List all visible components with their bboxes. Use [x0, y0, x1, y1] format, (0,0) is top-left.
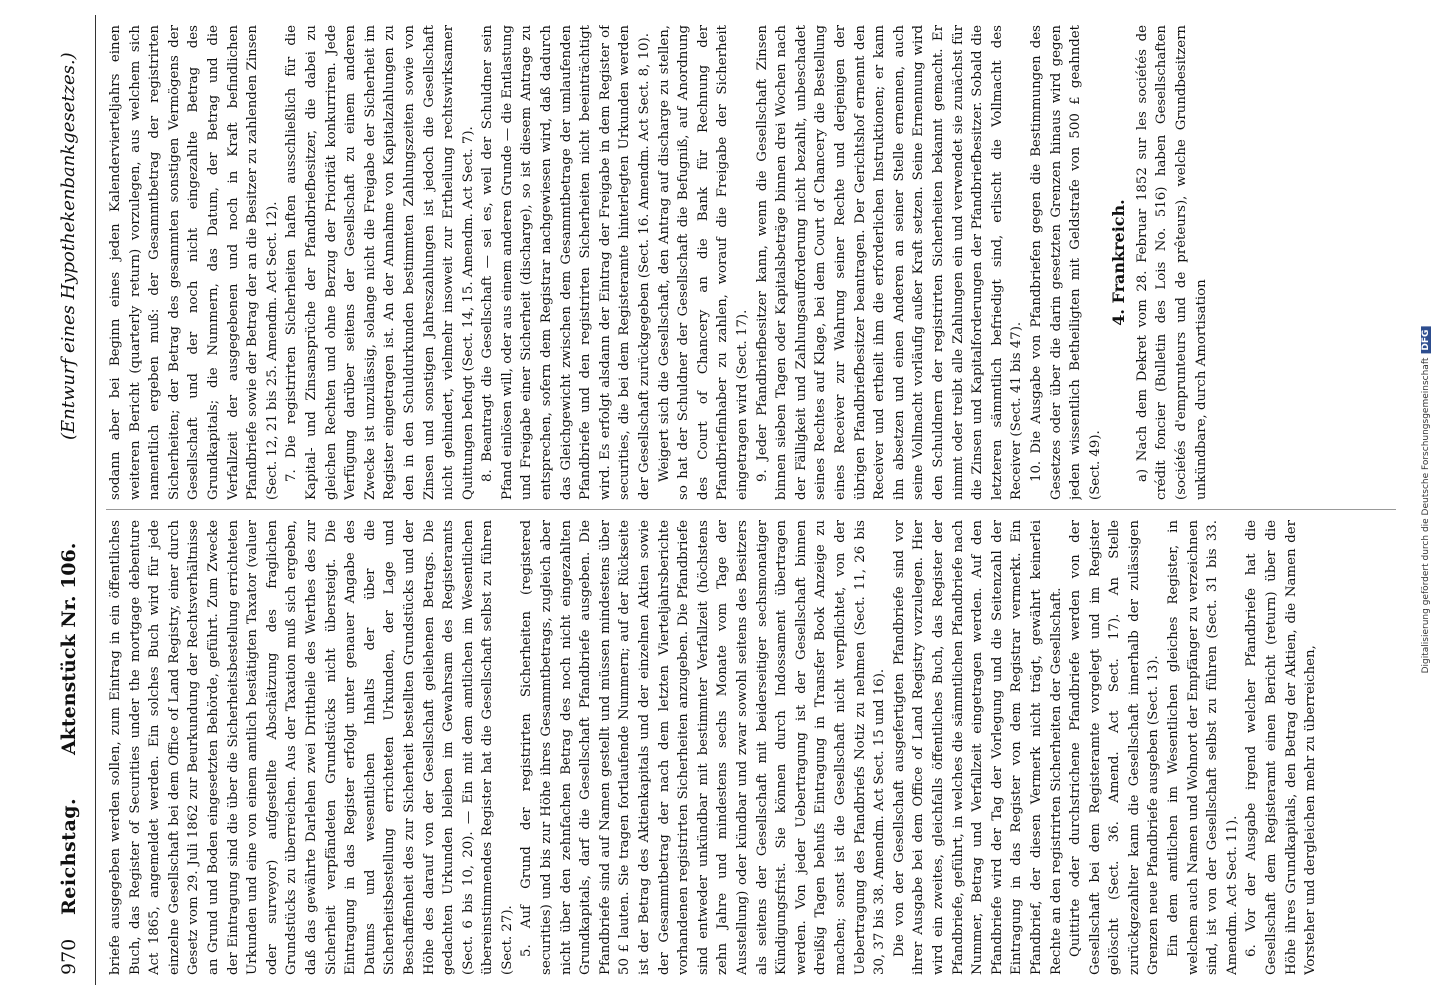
paragraph: 10. Die Ausgabe von Pfandbriefen gegen die Bestimmungen des Gesetzes oder über die darin gesetzten Grenzen hinaus wird gegen jeden wissentlich Betheiligten mit Geldstrafe von 500 £ geahndet (Sect. 49). [1028, 25, 1103, 500]
header-rule [95, 15, 96, 985]
margin-note [1421, 327, 1431, 674]
left-column [106, 520, 1396, 975]
column-divider [106, 509, 1396, 510]
paragraph: Quittirte oder durchstrichene Pfandbriefe werden von der Gesellschaft bei dem Registeramte vorgelegt und im Register gelöscht (Sect. 36. Amend. Act Sect. 17). An Stelle zurückgezahlter kann die Gesellschaft innerhalb der zulässigen Grenzen neue Pfandbriefe ausgeben (Sect. 13). [1068, 520, 1162, 975]
section-heading: 4. Frankreich. [1109, 199, 1129, 326]
paragraph: 8. Beantragt die Gesellschaft — sei es, weil der Schuldner sein Pfand einlösen will, oder aus einem anderen Grunde — die Entlastung und Freigabe einer Sicherheit (discharge), so ist diesem Antrage zu entsprechen, sofern dem Registrar nachgewiesen wird, daß dadurch das Gleichgewicht zwischen dem Gesammtbetrage der umlaufenden Pfandbriefe und den registrirten Sicherheiten nicht beeinträchtigt wird. Es erfolgt alsdann der Eintrag der Freigabe in dem Register of securities, die bei dem Registeramte hinterlegten Urkunden werden der Gesellschaft zurückgegeben (Sect. 16. Amendm. Act Sect. 8, 10). [480, 25, 653, 500]
header-title: Reichstag. [58, 797, 80, 915]
paragraph: 6. Vor der Ausgabe irgend welcher Pfandbriefe hat die Gesellschaft dem Registeramt einen Bericht (return) über die Höhe ihres Grundkapitals, den Betrag der Aktien, die Namen der Vorsteher und dergleichen mehr zu überreichen, [1244, 520, 1319, 975]
paragraph: a) Nach dem Dekret vom 28. Februar 1852 sur les sociétés de crédit foncier (Bulletin des Lois No. 516) haben Gesellschaften (sociétés d'emprunteurs und de prêteurs), welche Grundbesitzern unkündbare, durch Amortisation [1134, 25, 1209, 500]
paragraph: Weigert sich die Gesellschaft, den Antrag auf discharge zu stellen, so hat der Schuldner der Gesellschaft die Befugniß, auf Anordnung des Court of Chancery an die Bank für Rechnung der Pfandbriefinhaber zu zahlen, worauf die Freigabe der Sicherheit eingetragen wird (Sect. 17). [656, 25, 750, 500]
paragraph: 5. Auf Grund der registrirten Sicherheiten (registered securities) und bis zur Höhe ihres Gesammtbetrags, zugleich aber nicht über den zehnfachen Betrag des noch nicht eingezahlten Grundkapitals, darf die Gesellschaft Pfandbriefe ausgeben. Die Pfandbriefe sind auf Namen gestellt und müssen mindestens über 50 £ lauten. Sie tragen fortlaufende Nummern; auf der Rückseite ist der Betrag des Aktienkapitals und der einzelnen Aktien sowie der Gesammtbetrag der nach dem letzten Vierteljahrsberichte vorhandenen registrirten Sicherheiten anzugeben. Die Pfandbriefe sind entweder unkündbar mit bestimmter Verfallzeit (höchstens zehn Jahre und mindestens sechs Monate vom Tage der Ausstellung) oder kündbar und zwar sowohl seitens des Besitzers als seitens der Gesellschaft mit beiderseitiger sechsmonatiger Kündigungsfrist. Sie können durch Indossament übertragen werden. Von jeder Uebertragung ist der Gesellschaft binnen dreißig Tagen behufs Eintragung in Transfer Book Anzeige zu machen; sonst ist die Gesellschaft nicht verpflichtet, von der Uebertragung des Pfandbriefs Notiz zu nehmen (Sect. 11, 26 bis 30, 37 bis 38. Amendm. Act Sect. 15 und 16). [519, 520, 888, 975]
paragraph: briefe ausgegeben werden sollen, zum Eintrag in ein öffentliches Buch, das Register of Securities under the mortgage debenture Act 1865, angemeldet werden. Ein solches Buch wird für jede einzelne Gesellschaft bei dem Office of Land Registry, einer durch Gesetz vom 29. Juli 1862 zur Beurkundung der Rechtsverhältnisse an Grund und Boden eingesetzten Behörde, geführt. Zum Zwecke der Eintragung sind die über die Sicherheitsbestellung errichteten Urkunden und eine von einem amtlich bestätigten Taxator (valuer oder surveyor) aufgestellte Abschätzung des fraglichen Grundstücks zu überreichen. Aus der Taxation muß sich ergeben, daß das gewährte Darlehen zwei Drittheile des Werthes des zur Sicherheit verpfändeten Grundstücks nicht übersteigt. Die Eintragung in das Register erfolgt unter genauer Angabe des Datums und wesentlichen Inhalts der über die Sicherheitsbestellung errichteten Urkunden, der Lage und Beschaffenheit des zur Sicherheit bestellten Grundstücks und der Höhe des darauf von der Gesellschaft geliehenen Betrags. Die gedachten Urkunden bleiben im Gewahrsam des Registeramts (Sect. 6 bis 10, 20). — Ein mit dem amtlichen im Wesentlichen übereinstimmendes Register hat die Gesellschaft selbst zu führen (Sect. 27). [108, 520, 515, 975]
paragraph: sodann aber bei Beginn eines jeden Kalendervierteljahrs einen weiteren Bericht (quarterly return) vorzulegen, aus welchem sich namentlich ergeben muß: der Gesammtbetrag der registrirten Sicherheiten; der Betrag des gesammten sonstigen Vermögens der Gesellschaft und der noch nicht eingezahlte Betrag des Grundkapitals; die Nummern, das Datum, der Betrag und die Verfallzeit der ausgegebenen und noch in Kraft befindlichen Pfandbriefe sowie der Betrag der an die Besitzer zu zahlenden Zinsen (Sect. 12, 21 bis 25. Amendm. Act Sect. 12). [108, 25, 280, 500]
page-number: 970 [58, 938, 80, 975]
paragraph: 7. Die registrirten Sicherheiten haften ausschließlich für die Kapital- und Zinsansprüche der Pfandbriefbesitzer, die dabei zu gleichen Rechten und ohne Berzug der Priorität konkurriren. Jede Verfügung darüber seitens der Gesellschaft zu einem anderen Zwecke ist unzulässig, solange nicht die Freigabe der Sicherheit im Register eingetragen ist. An der Annahme von Kapitalzahlungen zu den in den Schuldurkunden bestimmten Zahlungszeiten sowie von Zinsen und sonstigen Jahreszahlungen ist jedoch die Gesellschaft nicht gehindert, vielmehr insoweit zur Ertheilung rechtswirksamer Quittungen befugt (Sect. 14, 15. Amendm. Act Sect. 7). [284, 25, 476, 500]
paragraph: Ein dem amtlichen im Wesentlichen gleiches Register, in welchem auch Namen und Wohnort der Empfänger zu verzeichnen sind, ist von der Gesellschaft selbst zu führen (Sect. 31 bis 33. Amendm. Act Sect. 11). [1166, 520, 1240, 975]
right-column [106, 25, 1396, 500]
page-header [50, 15, 100, 985]
document-number: Aktenstück Nr. 106. [58, 542, 80, 755]
funding-note: Digitalisierung gefördert durch die Deutsche Forschungsgemeinschaft [1421, 357, 1431, 674]
paragraph: 9. Jeder Pfandbriefbesitzer kann, wenn die Gesellschaft Zinsen binnen sieben Tagen oder Kapitalsbeträge binnen drei Wochen nach der Fälligkeit und Zahlungsaufforderung nicht bezahlt, unbeschadet seines Rechtes auf Klage, bei dem Court of Chancery die Bestellung eines Receiver zur Wahrung seiner Rechte und derjenigen der übrigen Pfandbriefbesitzer beantragen. Der Gerichtshof ernennt den Receiver und ertheilt ihm die erforderlichen Instruktionen; er kann ihn absetzen und einen Anderen an seiner Stelle ernennen, auch seine Vollmacht vorläufig außer Kraft setzen. Seine Ernennung wird den Schuldnern der registrirten Sicherheiten bekannt gemacht. Er nimmt oder treibt alle Zahlungen ein und verwendet sie zunächst für die Zinsen und Kapitalforderungen der Pfandbriefbesitzer. Sobald die letzteren sämmtlich befriedigt sind, erlischt die Vollmacht des Receiver (Sect. 41 bis 47). [754, 25, 1025, 500]
rotated-page [50, 15, 1410, 985]
dfg-badge: DFG [1421, 327, 1431, 354]
document-subtitle: (Entwurf eines Hypothekenbankgesetzes.) [58, 52, 79, 440]
paragraph: Die von der Gesellschaft ausgefertigten Pfandbriefe sind vor ihrer Ausgabe bei dem Office of Land Registry vorzulegen. Hier wird ein zweites, gleichfalls öffentliches Buch, das Register der Pfandbriefe, geführt, in welches die sämmtlichen Pfandbriefe nach Nummer, Betrag und Verfallzeit eingetragen werden. Auf den Pfandbriefe wird der Tag der Vorlegung und die Seitenzahl der Eintragung in das Register von dem Registrar vermerkt. Ein Pfandbrief, der diesen Vermerk nicht trägt, gewährt keinerlei Rechte an den registrirten Sicherheiten der Gesellschaft. [891, 520, 1064, 975]
